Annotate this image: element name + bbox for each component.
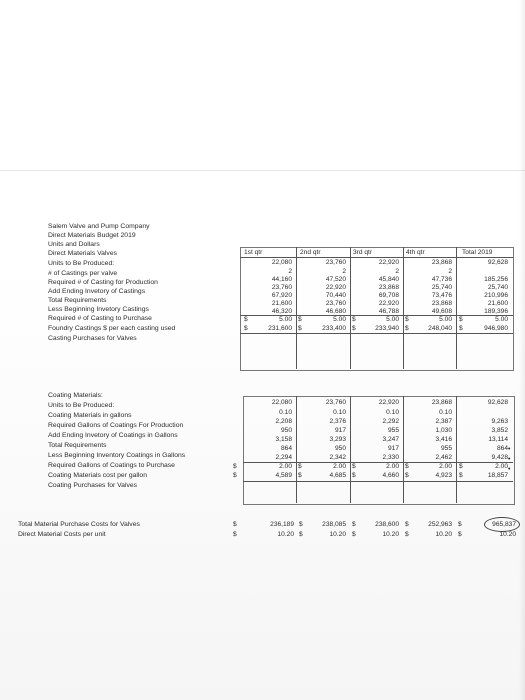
dollar-sign: $ (352, 521, 356, 528)
coating-cell: 2,387 (435, 418, 452, 425)
coating-cell: 4,685 (329, 472, 346, 479)
coating-row-label: Coating Purchases for Valves (48, 482, 138, 489)
column-header: 1st qtr (244, 249, 263, 256)
coating-row-label: Units to Be Produced: (48, 402, 115, 409)
page-shadow (519, 0, 525, 700)
coating-cell: 2,342 (329, 454, 346, 461)
valves-cell: 233,940 (375, 325, 399, 332)
paper-edge (0, 170, 525, 171)
valves-cell: 2 (448, 268, 452, 275)
coating-row-label: Add Ending Invetory of Coatings in Gallons (48, 432, 178, 439)
bullet-mark: • (508, 456, 511, 463)
dollar-sign: $ (233, 472, 237, 479)
coating-cell: 2,462 (435, 454, 452, 461)
valves-row-label: # of Castings per valve (48, 270, 118, 277)
dollar-sign: $ (458, 521, 462, 528)
valves-cell: 23,760 (325, 300, 346, 307)
valves-cell: 5.00 (439, 316, 452, 323)
dollar-sign: $ (352, 531, 356, 538)
valves-row-label: Units to Be Produced: (48, 260, 115, 267)
dollar-sign: $ (298, 472, 302, 479)
coating-cell: 955 (387, 427, 399, 434)
coating-cell: 864 (496, 445, 508, 452)
dollar-sign: $ (299, 531, 303, 538)
coating-cell: 2.00 (495, 463, 508, 470)
valves-row-label: Required # of Casting to Purchase (48, 315, 152, 322)
summary-cell: 10.20 (382, 531, 399, 538)
company-name: Salem Valve and Pump Company (48, 223, 150, 230)
dollar-sign: $ (405, 463, 409, 470)
valves-cell: 70,440 (325, 292, 346, 299)
column-header: Total 2019 (462, 249, 493, 256)
valves-cell: 46,320 (271, 308, 292, 315)
column-header: 2nd qtr (300, 249, 321, 256)
valves-cell: 22,080 (271, 259, 292, 266)
valves-cell: 46,680 (325, 308, 346, 315)
valves-cell: 5.00 (279, 316, 292, 323)
handdrawn-circle (484, 517, 520, 532)
coating-cell: 3,416 (435, 436, 452, 443)
valves-cell: 47,520 (325, 276, 346, 283)
valves-row-label: Foundry Castings $ per each casting used (48, 325, 176, 332)
valves-cell: 23,868 (431, 259, 452, 266)
coating-cell: 22,080 (271, 399, 292, 406)
coating-cell: 4,660 (382, 472, 399, 479)
bullet-mark: • (508, 446, 511, 453)
coating-cell: 2.00 (279, 463, 292, 470)
dollar-sign: $ (299, 521, 303, 528)
coating-cell: 0.10 (333, 409, 346, 416)
column-header: 4th qtr (406, 249, 425, 256)
summary-label: Direct Material Costs per unit (18, 531, 106, 538)
coating-cell: 3,247 (382, 436, 399, 443)
valves-cell: 44,160 (271, 276, 292, 283)
valves-cell: 248,040 (428, 325, 452, 332)
coating-row-label: Coating Materials cost per gallon (48, 472, 147, 479)
valves-cell: 45,840 (378, 276, 399, 283)
coating-cell: 23,760 (325, 399, 346, 406)
coating-cell: 13,114 (488, 436, 508, 443)
coating-cell: 3,293 (329, 436, 346, 443)
summary-cell: 238,600 (375, 521, 399, 528)
valves-cell: 23,760 (271, 284, 292, 291)
col-divider (456, 396, 457, 503)
budget-title: Direct Materials Budget 2019 (48, 232, 136, 239)
coating-cell: 955 (440, 445, 452, 452)
valves-cell: 23,868 (378, 284, 399, 291)
valves-cell: 25,740 (487, 284, 508, 291)
bullet-mark: • (508, 466, 511, 473)
coating-row-label: Required Gallons of Coatings For Production (48, 422, 184, 429)
valves-cell: 49,608 (431, 308, 452, 315)
dollar-sign: $ (244, 325, 248, 332)
coating-cell: 4,923 (435, 472, 452, 479)
coating-cell: 9,263 (491, 418, 508, 425)
column-header: 3rd qtr (353, 249, 373, 256)
budget-subtitle: Units and Dollars (48, 241, 100, 248)
row-rule (240, 333, 513, 334)
valves-cell: 2 (395, 268, 399, 275)
valves-cell: 21,600 (487, 300, 508, 307)
summary-cell: 10.20 (435, 531, 452, 538)
coating-cell: 1,030 (435, 427, 452, 434)
coating-row-label: Coating Materials: (48, 392, 103, 399)
valves-cell: 67,920 (271, 292, 292, 299)
valves-cell: 25,740 (431, 284, 452, 291)
valves-row-label: Total Requirements (48, 297, 107, 304)
summary-cell: 10.20 (499, 531, 516, 538)
coating-cell: 2,376 (329, 418, 346, 425)
summary-cell: 252,963 (428, 521, 452, 528)
coating-cell: 0.10 (386, 409, 399, 416)
valves-cell: 46,788 (378, 308, 399, 315)
coating-cell: 950 (334, 445, 346, 452)
dollar-sign: $ (298, 325, 302, 332)
valves-row-label: Add Ending Invetory of Castings (48, 288, 146, 295)
dollar-sign: $ (405, 521, 409, 528)
coating-cell: 2,294 (275, 454, 292, 461)
coating-row-label: Coating Materials in gallons (48, 412, 132, 419)
dollar-sign: $ (459, 325, 463, 332)
valves-cell: 189,396 (484, 308, 508, 315)
coating-cell: 9,428 (491, 454, 508, 461)
valves-cell: 92,628 (487, 259, 508, 266)
coating-cell: 864 (280, 445, 292, 452)
dollar-sign: $ (352, 325, 356, 332)
valves-cell: 210,996 (484, 292, 508, 299)
valves-cell: 185,256 (484, 276, 508, 283)
coating-cell: 4,589 (275, 472, 292, 479)
coating-cell: 917 (387, 445, 399, 452)
valves-cell: 23,868 (431, 300, 452, 307)
dollar-sign: $ (352, 472, 356, 479)
summary-cell: 238,085 (322, 521, 346, 528)
dollar-sign: $ (298, 316, 302, 323)
coating-cell: 950 (280, 427, 292, 434)
coating-cell: 2,330 (382, 454, 399, 461)
coating-cell: 0.10 (439, 409, 452, 416)
dollar-sign: $ (458, 531, 462, 538)
valves-row-label: Less Beginning Invetory Castings (48, 306, 149, 313)
coating-cell: 22,920 (378, 399, 399, 406)
dollar-sign: $ (405, 531, 409, 538)
valves-row-label: Casting Purchases for Valves (48, 335, 137, 342)
row-rule (243, 462, 513, 463)
valves-cell: 233,400 (322, 325, 346, 332)
valves-cell: 946,980 (484, 325, 508, 332)
summary-label: Total Material Purchase Costs for Valves (18, 521, 140, 528)
valves-cell: 5.00 (333, 316, 346, 323)
valves-cell: 21,600 (271, 300, 292, 307)
summary-cell: 965,837 (492, 521, 516, 528)
dollar-sign: $ (405, 472, 409, 479)
valves-cell: 2 (288, 268, 292, 275)
coating-cell: 2,292 (382, 418, 399, 425)
coating-cell: 2.00 (439, 463, 452, 470)
valves-cell: 231,600 (268, 325, 292, 332)
dollar-sign: $ (233, 521, 237, 528)
valves-cell: 69,708 (378, 292, 399, 299)
coating-row-label: Less Beginning Inventory Coatings in Gallons (48, 452, 186, 459)
coating-cell: 2.00 (386, 463, 399, 470)
valves-cell: 73,476 (431, 292, 452, 299)
coating-cell: 92,628 (487, 399, 508, 406)
dollar-sign: $ (352, 316, 356, 323)
valves-cell: 22,920 (378, 259, 399, 266)
coating-cell: 2.00 (333, 463, 346, 470)
dollar-sign: $ (459, 472, 463, 479)
dollar-sign: $ (233, 463, 237, 470)
dollar-sign: $ (405, 325, 409, 332)
summary-cell: 10.20 (329, 531, 346, 538)
valves-cell: 23,760 (325, 259, 346, 266)
valves-cell: 47,736 (431, 276, 452, 283)
valves-row-label: Direct Materials Valves (48, 250, 117, 257)
dollar-sign: $ (405, 316, 409, 323)
valves-cell: 2 (342, 268, 346, 275)
coating-row-label: Total Requirements (48, 442, 107, 449)
dollar-sign: $ (244, 316, 248, 323)
coating-cell: 18,857 (487, 472, 508, 479)
dollar-sign: $ (459, 316, 463, 323)
coating-cell: 3,158 (275, 436, 292, 443)
header-divider (240, 257, 513, 258)
row-rule (240, 315, 513, 316)
dollar-sign: $ (298, 463, 302, 470)
row-rule (243, 481, 513, 482)
coating-cell: 0.10 (279, 409, 292, 416)
valves-row-label: Required # of Casting for Production (48, 279, 158, 286)
coating-cell: 917 (334, 427, 346, 434)
valves-cell: 22,920 (378, 300, 399, 307)
col-divider (456, 247, 457, 369)
dollar-sign: $ (233, 531, 237, 538)
summary-cell: 10.20 (277, 531, 294, 538)
valves-cell: 5.00 (386, 316, 399, 323)
dollar-sign: $ (459, 463, 463, 470)
coating-cell: 3,852 (491, 427, 508, 434)
valves-cell: 5.00 (495, 316, 508, 323)
coating-cell: 2,208 (275, 418, 292, 425)
coating-cell: 23,868 (431, 399, 452, 406)
dollar-sign: $ (352, 463, 356, 470)
summary-cell: 236,189 (270, 521, 294, 528)
coating-row-label: Required Gallons of Coatings to Purchase (48, 462, 175, 469)
valves-cell: 22,920 (325, 284, 346, 291)
